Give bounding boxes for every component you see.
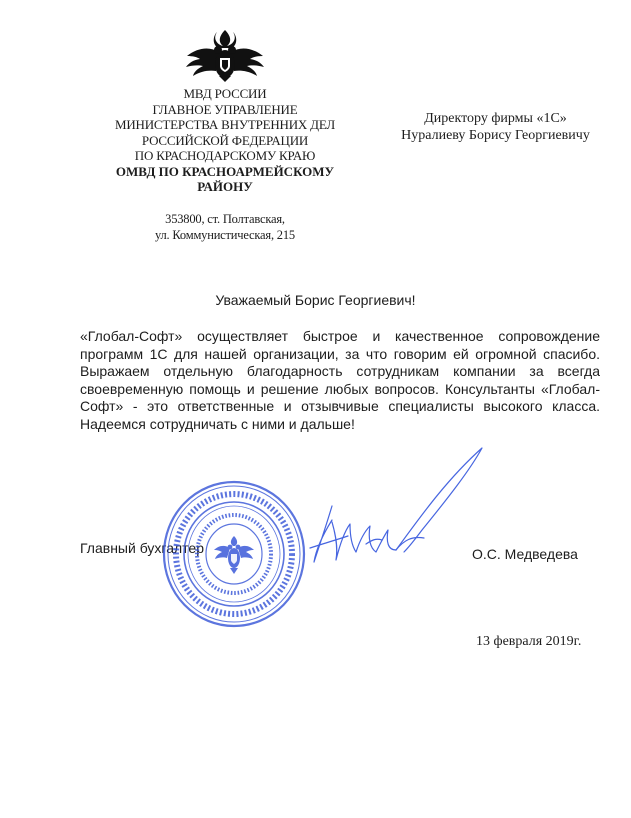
sender-block [110,86,340,243]
sender-line: РОССИЙСКОЙ ФЕДЕРАЦИИ [141,132,309,148]
recipient-line: Директору фирмы «1С» [424,111,567,126]
body-line: своевременную помощь и решение любых вопросов. Консультанты «Глобал- [80,380,600,397]
signer-position: Главный бухгалтер [80,540,204,556]
greeting: Уважаемый Борис Георгиевич! [215,292,416,308]
sender-address [110,211,340,243]
body-line: Выражаем отдельную благодарность сотрудникам компании за всегда [80,363,600,379]
sender-line: ПО КРАСНОДАРСКОМУ КРАЮ [134,148,316,163]
body-line: Надеемся сотрудничать с ними и дальше! [80,415,355,432]
body-line: Софт» - это ответственные и отзывчивые специалисты высокого класса. [80,398,600,414]
address-line: 353800, ст. Полтавская, [165,211,285,226]
sender-line: МВД РОССИИ [183,86,267,101]
mvd-emblem-icon [183,26,267,82]
signer-name: О.С. Медведева [472,546,578,562]
recipient-block [388,110,603,144]
body-line: «Глобал-Софт» осуществляет быстрое и качественное сопровождение [80,328,600,344]
letter-body [80,328,600,433]
sender-line: ГЛАВНОЕ УПРАВЛЕНИЕ [152,101,298,117]
body-line: программ 1С для нашей организации, за что говорим ей огромной спасибо. [80,345,600,362]
address-line: ул. Коммунистическая, 215 [155,227,295,242]
department-name: РАЙОНУ [197,179,253,194]
official-seal-icon [160,478,308,630]
letter-date: 13 февраля 2019г. [476,634,582,649]
department-name: ОМВД ПО КРАСНОАРМЕЙСКОМУ [115,163,335,179]
recipient-line: Нуралиеву Борису Георгиевичу [401,128,590,143]
handwritten-signature-icon [292,440,492,580]
sender-line: МИНИСТЕРСТВА ВНУТРЕННИХ ДЕЛ [115,117,335,132]
